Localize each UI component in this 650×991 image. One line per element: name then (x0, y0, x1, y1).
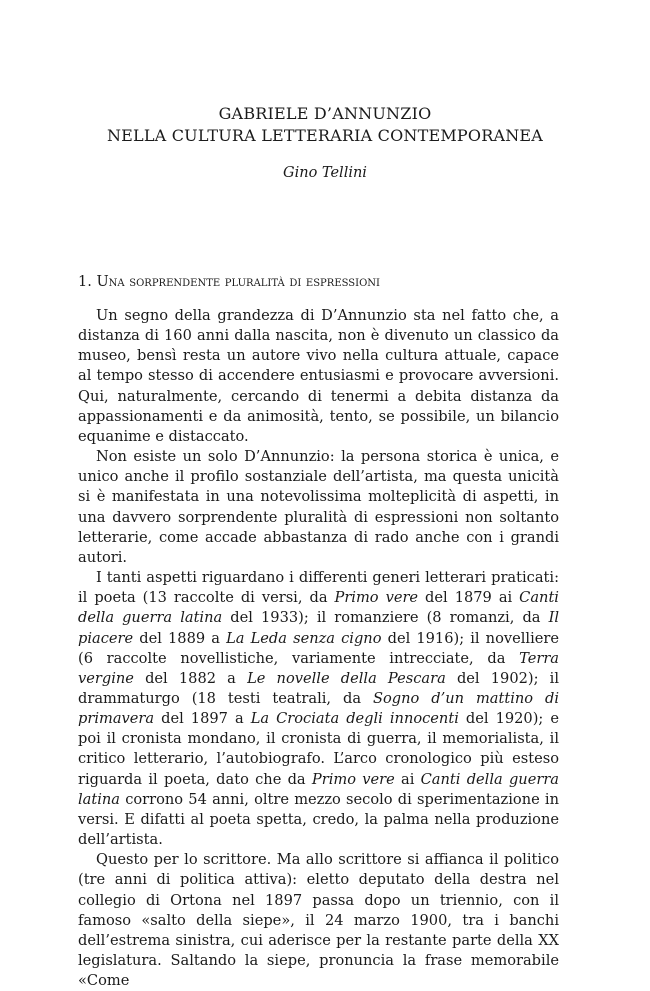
p3-text: I tanti aspetti riguardano i differenti generi letterari praticati: il poeta (13 raccolte di versi, da (78, 569, 559, 607)
p3-text: del 1879 ai (418, 589, 520, 607)
p3-title-il-piacere: Il piacere (78, 609, 559, 647)
p3-title-primo-vere: Primo vere (334, 589, 419, 607)
p3-text: del 1920); e poi il cronista mondano, il cronista di guerra, il memorialista, il critico letterario, l’autobiografo. L’arco cronologico più esteso riguarda il poeta, dato che da (78, 710, 559, 788)
p3-text: del 1897 a (154, 710, 251, 728)
p3-text: del 1882 a (133, 669, 248, 687)
section-heading (78, 274, 380, 290)
p3-text: del 1902); il drammaturgo (18 testi teatrali, da (78, 669, 560, 707)
p3-text: del 1916); il novelliere (6 raccolte novellistiche, variamente intrecciate, da (78, 629, 559, 667)
p3-title-terra-vergine: Terra vergine (78, 649, 559, 687)
p3-title-novelle: Le novelle della Pescara (247, 669, 446, 687)
p3-title-canti-2: Canti della guerra latina (78, 770, 559, 808)
paragraph-1: Un segno della grandezza di D’Annunzio sta nel fatto che, a distanza di 160 anni dalla nascita, non è divenuto un classico da museo, bensì resta un autore vivo nella cultura attuale, capace al tempo stesso di accendere entusiasmi e provocare avversioni. Qui, naturalmente, cercando di tenermi a debita distanza da appassionamenti e da animosità, tento, se possibile, un bilancio equanime e distaccato. (78, 307, 559, 445)
paragraph-2: Non esiste un solo D’Annunzio: la persona storica è unica, e unico anche il profilo sostanziale dell’artista, ma questa unicità si è manifestata in una notevolissima molteplicità di aspetti, in una davvero sorprendente pluralità di espressioni non soltanto letterarie, come accade abbastanza di rado anche con i grandi autori. (78, 448, 559, 566)
p3-title-sogno: Sogno d’un mattino di primavera (78, 689, 560, 728)
paragraph-4: Questo per lo scrittore. Ma allo scrittore si affianca il politico (tre anni di politica attiva): eletto deputato della destra nel collegio di Ortona nel 1897 passa dopo un triennio, con il famoso «salto della siepe», il 24 marzo 1900, tra i banchi dell’estrema sinistra, cui aderisce per la restante parte della XX legislatura. Saltando la siepe, pronuncia la frase memorabile «Come (78, 851, 559, 990)
body-text (78, 306, 559, 991)
p3-title-primo-vere-2: Primo vere (311, 770, 395, 788)
paragraph-3 (78, 568, 559, 850)
p3-text: del 1889 a (133, 629, 227, 647)
p3-text: ai (394, 770, 421, 788)
title-line-1: GABRIELE D’ANNUNZIO (218, 104, 432, 123)
section-number: 1. (78, 274, 92, 290)
p3-text: del 1933); il romanziere (8 romanzi, da (222, 609, 549, 627)
section-title: Una sorprendente pluralità di espressioni (96, 274, 380, 290)
p3-title-leda: La Leda senza cigno (226, 629, 382, 647)
p3-text: corrono 54 anni, oltre mezzo secolo di sperimentazione in versi. E difatti al poeta spetta, credo, la palma nella produzione dell’artista. (78, 790, 559, 849)
title-line-2: NELLA CULTURA LETTERARIA CONTEMPORANEA (106, 126, 544, 145)
p3-title-canti: Canti della guerra latina (78, 589, 559, 627)
author-name: Gino Tellini (283, 165, 367, 181)
p3-title-crociata: La Crociata degli innocenti (250, 710, 459, 728)
